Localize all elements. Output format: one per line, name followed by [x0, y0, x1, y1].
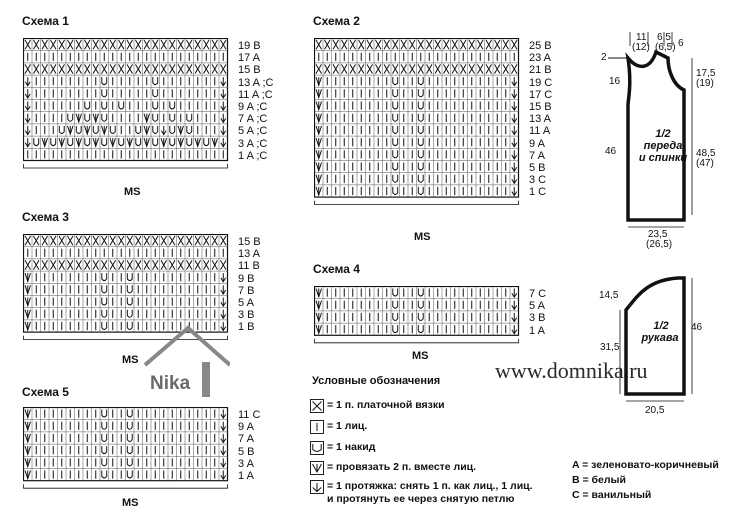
row-label: 1 A — [238, 470, 254, 482]
body-dim-neck-width: 11 — [636, 32, 647, 43]
row-label: 1 C — [529, 186, 547, 199]
body-dim-shoulder: 6,5 — [657, 32, 671, 43]
row-label: 9 A — [529, 137, 545, 150]
row-label: 19 C — [529, 76, 553, 89]
row-label: 15 B — [529, 101, 552, 113]
chart-2-ms-label: MS — [414, 231, 431, 243]
body-label-back: и спинки — [638, 152, 688, 164]
sleeve-label-sleeve: рукава — [641, 332, 679, 344]
row-label: 11 A ;C — [238, 88, 273, 101]
row-label: 3 A — [238, 457, 254, 470]
body-dim-neck-depth: 6 — [678, 38, 684, 49]
legend-text: = 1 лиц. — [327, 420, 368, 432]
ms-bracket — [315, 201, 519, 205]
row-label: 17 C — [529, 88, 553, 101]
legend-symbol-icon — [310, 480, 324, 494]
row-label: 21 B — [529, 64, 552, 77]
body-dim-shoulder-alt: (6,5) — [655, 42, 676, 53]
body-dim-width: 23,5 — [648, 229, 668, 240]
ms-bracket — [315, 339, 519, 343]
row-label: 9 A — [238, 421, 254, 434]
row-label: 3 C — [529, 174, 547, 187]
row-label: 15 B — [238, 236, 261, 248]
sleeve-dim-width: 20,5 — [645, 405, 665, 416]
row-label: 5 B — [529, 162, 546, 174]
chart-1-grid — [23, 38, 235, 183]
body-dim-armhole-right-alt: (19) — [696, 78, 714, 89]
row-label: 3 A ;C — [238, 137, 268, 150]
legend-text: = провязать 2 п. вместе лиц. — [327, 461, 477, 473]
legend-title: Условные обозначения — [312, 375, 441, 387]
nika-logo-text: Nika — [150, 373, 191, 394]
chart-2-grid — [314, 38, 526, 223]
legend-symbol-icon — [310, 441, 324, 455]
sleeve-dim-length-left: 31,5 — [600, 342, 620, 353]
row-label: 1 A — [529, 324, 545, 337]
row-label: 11 B — [238, 260, 260, 273]
body-dim-width-alt: (26,5) — [646, 239, 673, 250]
body-dim-armhole-left: 16 — [609, 76, 621, 87]
body-dim-neck-width-alt: (12) — [632, 42, 650, 53]
sleeve-dim-length-right: 46 — [691, 322, 703, 333]
chart-4-ms-label: MS — [412, 350, 429, 362]
body-dim-length-left: 46 — [605, 146, 617, 157]
body-label-half: 1/2 — [655, 128, 671, 140]
color-c: C = ванильный — [572, 489, 652, 501]
chart-1-ms-label: MS — [124, 186, 141, 198]
chart-4-grid — [314, 286, 526, 350]
ms-bracket — [24, 484, 228, 488]
row-label: 1 B — [238, 321, 255, 334]
row-label: 13 A — [529, 113, 552, 126]
row-label: 1 A ;C — [238, 149, 268, 162]
row-label: 25 B — [529, 40, 552, 52]
chart-3-ms-label: MS — [122, 354, 139, 366]
sleeve-dim-cap: 14,5 — [599, 290, 619, 301]
body-dim-length-right-alt: (47) — [696, 158, 714, 169]
row-label: 15 B — [238, 64, 261, 77]
row-label: 7 A — [529, 149, 545, 162]
row-label: 13 A — [238, 248, 261, 261]
chart-4-title: Схема 4 — [313, 262, 360, 276]
website-watermark: www.domnika.ru — [495, 358, 648, 383]
row-label: 7 A — [238, 433, 254, 446]
legend-symbol-icon — [310, 420, 324, 434]
chart-2-title: Схема 2 — [313, 14, 360, 28]
chart-5-title: Схема 5 — [22, 385, 69, 399]
row-label: 5 B — [238, 445, 255, 458]
chart-1-title: Схема 1 — [22, 14, 69, 28]
body-dim-length-right: 48,5 — [696, 148, 716, 159]
legend-symbol-icon — [310, 399, 324, 413]
legend-text: = 1 протяжка: снять 1 п. как лиц., 1 лиц. — [327, 480, 533, 492]
row-label: 17 A — [238, 52, 261, 65]
row-label: 3 B — [238, 309, 255, 322]
row-label: 5 A ;C — [238, 125, 268, 138]
row-label: 19 B — [238, 40, 261, 52]
row-label: 5 A — [529, 300, 545, 313]
chart-5-grid — [23, 407, 235, 501]
row-label: 7 A ;C — [238, 113, 268, 126]
body-label-front: переда — [643, 140, 683, 152]
row-label: 11 C — [238, 409, 261, 421]
row-label: 23 A — [529, 52, 552, 65]
legend-text: = 1 накид — [327, 441, 376, 453]
legend-text-continued: и протянуть ее через снятую петлю — [327, 493, 515, 505]
row-label: 13 A ;C — [238, 76, 274, 89]
legend-symbol-icon — [310, 461, 324, 475]
color-a: A = зеленовато-коричневый — [572, 459, 719, 471]
sleeve-label-half: 1/2 — [653, 320, 669, 332]
row-label: 11 A — [529, 125, 551, 138]
row-label: 3 B — [529, 312, 546, 325]
body-dim-small: 2 — [601, 52, 607, 63]
chart-3-title: Схема 3 — [22, 210, 69, 224]
ms-bracket — [24, 164, 228, 168]
row-label: 5 A — [238, 297, 254, 309]
chart-5-ms-label: MS — [122, 497, 139, 509]
row-label: 9 B — [238, 272, 255, 285]
row-label: 7 B — [238, 284, 255, 297]
body-dim-armhole-right: 17,5 — [696, 68, 716, 79]
row-label: 7 C — [529, 288, 547, 300]
legend-text: = 1 п. платочной вязки — [327, 399, 445, 411]
color-b: B = белый — [572, 474, 626, 486]
row-label: 9 A ;C — [238, 101, 268, 113]
